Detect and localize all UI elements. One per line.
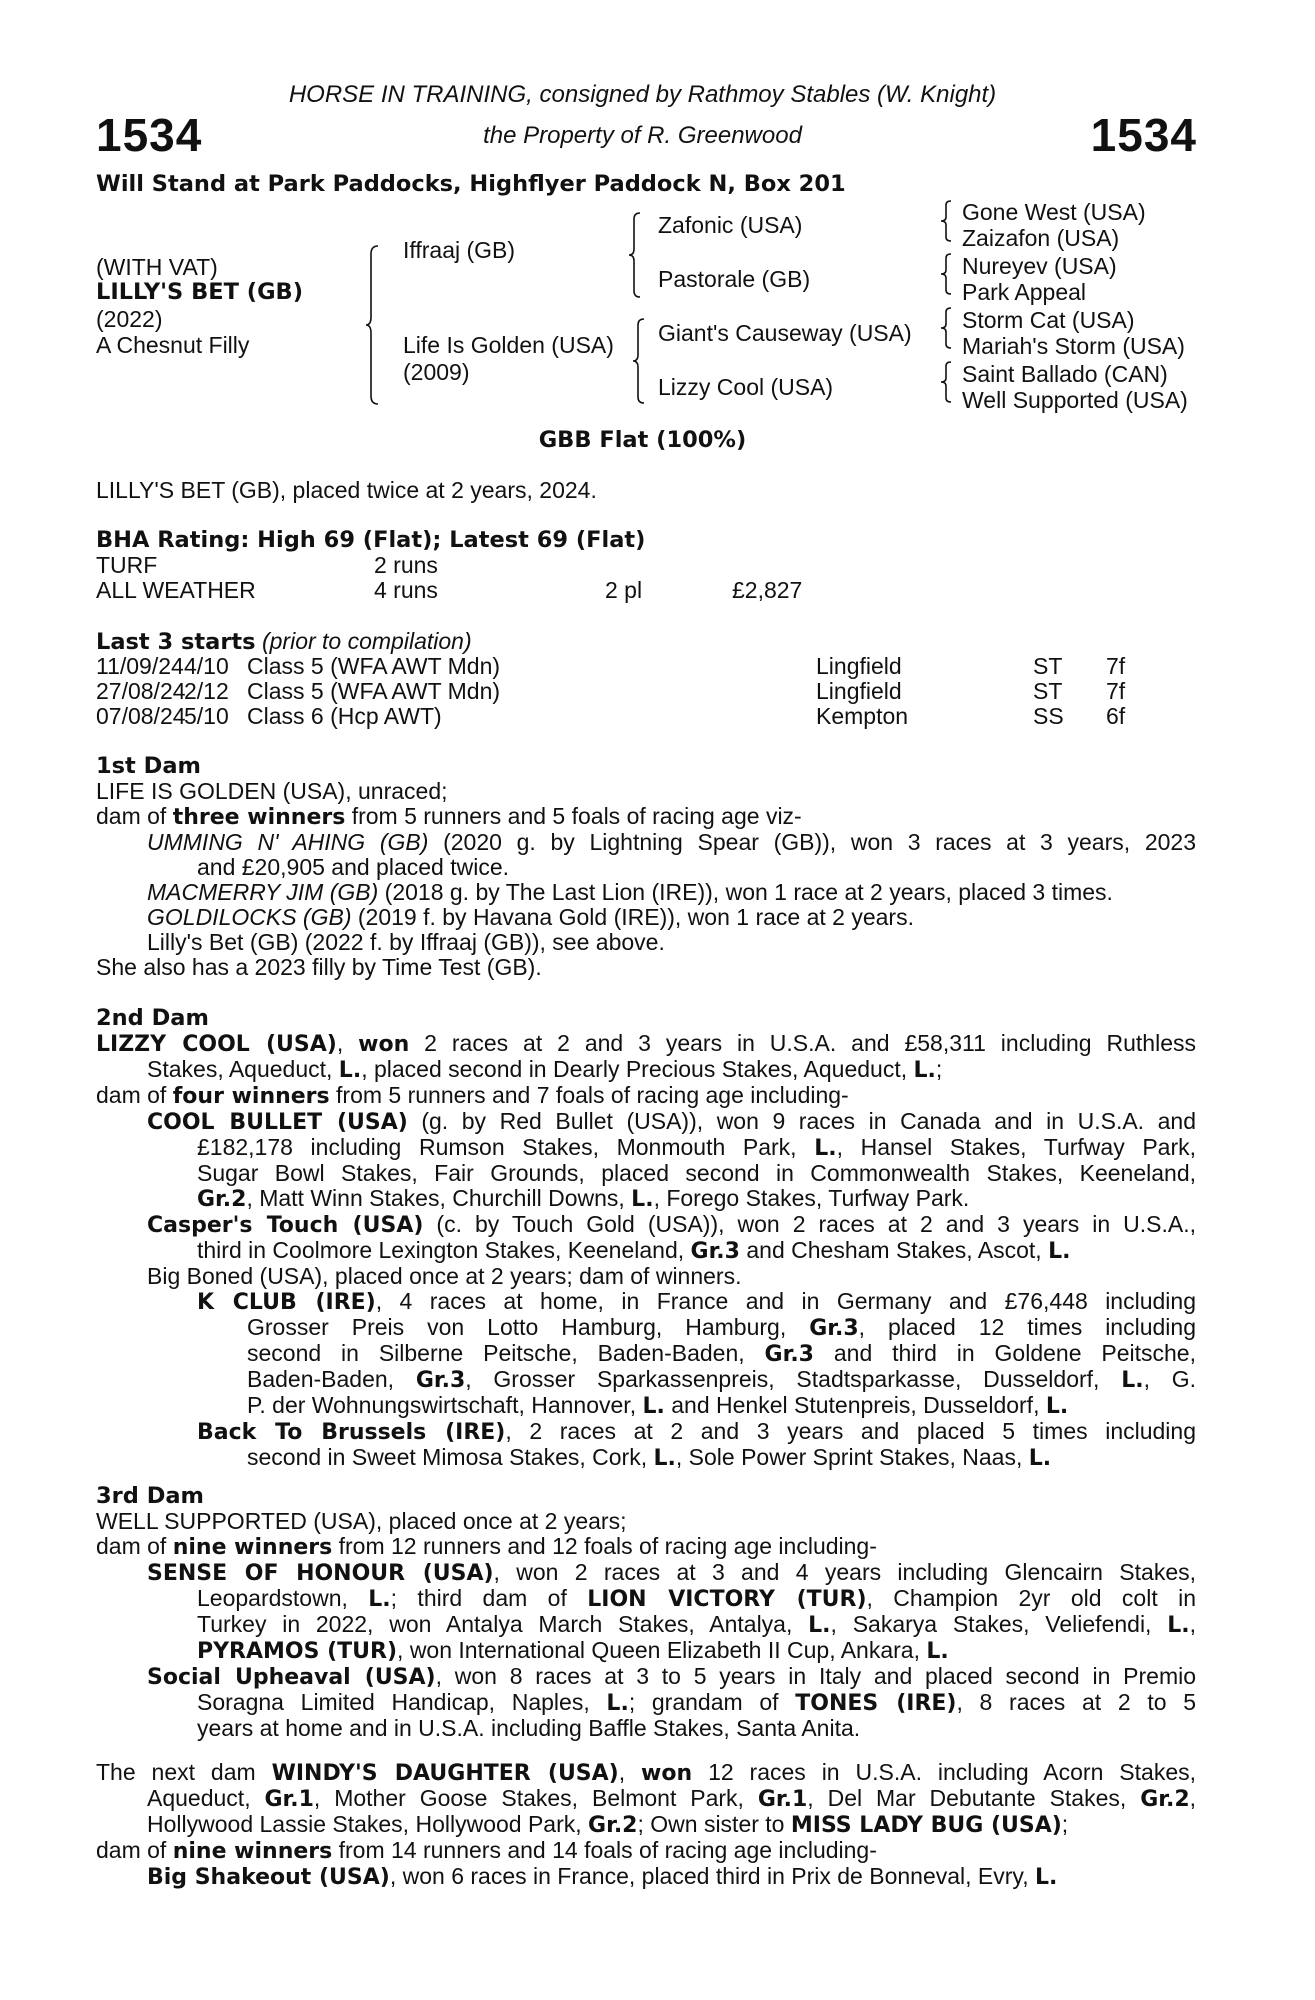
lot-number-left: 1534 (96, 109, 203, 161)
next-dam-section (96, 1760, 1196, 1890)
text-run: (g. by Red Bullet (USA)), won 9 races in Canada and in U.S.A. and (407, 1108, 1197, 1134)
text-run: dam of (96, 1082, 173, 1108)
offspring-entry-cont (96, 1638, 1196, 1664)
bold-text: L. (368, 1587, 391, 1612)
text-run: , (1189, 1785, 1197, 1811)
text-run: Aqueduct, (147, 1785, 265, 1811)
consignor-line: HORSE IN TRAINING, consigned by Rathmoy Stables (W. Knight) (288, 81, 997, 108)
bold-text: Gr.3 (415, 1368, 466, 1393)
text-run: , (618, 1759, 642, 1785)
bold-text: four winners (172, 1084, 330, 1109)
pedigree-g3: Nureyev (USA) (962, 253, 1117, 279)
dam-line-cont (96, 1057, 1196, 1083)
text-run: , placed 12 times including (858, 1314, 1196, 1340)
record-runs: 2 runs (374, 552, 438, 578)
text-run: , 8 races at 2 to 5 (956, 1689, 1196, 1715)
text-run: , Sole Power Sprint Stakes, Naas, (675, 1444, 1029, 1470)
bold-text: COOL BULLET (USA) (147, 1110, 408, 1135)
bold-text: L. (1167, 1613, 1190, 1638)
produce-intro (96, 1083, 1196, 1109)
text-run: (c. by Touch Gold (USA)), won 2 races at 2 and 3 years in U.S.A., (423, 1211, 1196, 1237)
text-run: , Forego Stakes, Turfway Park. (653, 1185, 970, 1211)
section-title: 1st Dam (96, 753, 201, 779)
bold-text: MISS LADY BUG (USA) (790, 1813, 1062, 1838)
start-race: Class 5 (WFA AWT Mdn) (247, 653, 501, 679)
bold-text: L. (1028, 1446, 1052, 1471)
bold-text: Back To Brussels (IRE) (197, 1420, 506, 1445)
offspring-entry: MACMERRY JIM (GB) (2018 g. by The Last Lion (IRE)), won 1 race at 2 years, placed 3 times. (147, 879, 1113, 905)
horse-year: (2022) (96, 306, 163, 332)
text-run: , placed second in Dearly Precious Stakes, Aqueduct, (361, 1056, 914, 1082)
gbb-rating: GBB Flat (100%) (538, 427, 747, 453)
offspring-entry-cont (96, 1612, 1196, 1638)
bold-text: SENSE OF HONOUR (USA) (147, 1561, 494, 1586)
dam-line (96, 1509, 1196, 1534)
bold-text: LIZZY COOL (USA) (96, 1032, 337, 1057)
text-run: Grosser Preis von Lotto Hamburg, Hamburg, (247, 1314, 810, 1340)
last-starts-note: (prior to compilation) (261, 628, 472, 654)
start-row (96, 704, 1196, 729)
bold-text: Big Shakeout (USA) (147, 1865, 390, 1890)
dam-line (96, 1760, 1196, 1786)
bold-text: Social Upheaval (USA) (147, 1665, 436, 1690)
bold-text: L. (1035, 1865, 1058, 1890)
bold-text: L. (814, 1136, 837, 1161)
offspring-entry (96, 1664, 1196, 1690)
text-run: years at home and in U.S.A. including Baffle Stakes, Santa Anita. (197, 1715, 861, 1741)
bold-text: L. (926, 1639, 949, 1664)
pedigree-g5: Storm Cat (USA) (962, 307, 1135, 333)
start-course: Lingfield (816, 678, 902, 704)
offspring-entry (96, 1109, 1196, 1135)
bold-text: nine winners (172, 1535, 333, 1560)
dam-line-cont (96, 1812, 1196, 1838)
offspring-entry-cont (96, 1690, 1196, 1716)
pedigree-g4: Park Appeal (962, 279, 1087, 305)
text-run: Sugar Bowl Stakes, Fair Grounds, placed second in Commonwealth Stakes, Keeneland, (197, 1160, 1196, 1186)
pedigree-dam-sire: Giant's Causeway (USA) (658, 320, 912, 346)
pedigree-brace-g78 (940, 361, 956, 403)
bold-text: won (641, 1761, 693, 1786)
start-dist: 7f (1106, 678, 1126, 704)
text-run: WELL SUPPORTED (USA), placed once at 2 years; (96, 1508, 627, 1534)
offspring-entry-cont: and £20,905 and placed twice. (197, 854, 510, 880)
text-run: ; Own sister to (637, 1811, 791, 1837)
pedigree-g7: Saint Ballado (CAN) (962, 361, 1168, 387)
bold-text: L. (653, 1446, 676, 1471)
produce-intro: dam of three winners from 5 runners and 5 foals of racing age viz- (96, 803, 802, 830)
offspring-entry: GOLDILOCKS (GB) (2019 f. by Havana Gold (IRE)), won 1 race at 2 years. (147, 904, 914, 930)
start-date: 07/08/24 (96, 703, 186, 729)
text-run: Baden-Baden, (247, 1366, 416, 1392)
start-dist: 7f (1106, 653, 1126, 679)
text-run: 12 races in U.S.A. including Acorn Stakes, (692, 1759, 1196, 1785)
text-run: Turkey in 2022, won Antalya March Stakes, Antalya, (197, 1611, 809, 1637)
bold-text: Gr.2 (1140, 1787, 1190, 1812)
dam-line-cont (96, 1786, 1196, 1812)
text-run: ; third dam of (390, 1585, 588, 1611)
bold-text: Gr.1 (264, 1787, 314, 1812)
text-run: , won 6 races in France, placed third in Prix de Bonneval, Evry, (389, 1863, 1035, 1889)
pedigree-dam-year: (2009) (403, 359, 470, 385)
pedigree-g8: Well Supported (USA) (962, 387, 1188, 413)
text-run: Soragna Limited Handicap, Naples, (197, 1689, 607, 1715)
text-run: , won International Queen Elizabeth II Cup, Ankara, (397, 1637, 927, 1663)
pedigree-dam-dam: Lizzy Cool (USA) (658, 374, 834, 400)
offspring-entry-cont (96, 1716, 1196, 1741)
start-going: ST (1033, 678, 1063, 704)
location-line: Will Stand at Park Paddocks, Highflyer Paddock N, Box 201 (96, 171, 846, 197)
text-run: second in Silberne Peitsche, Baden-Baden, (247, 1340, 765, 1366)
bold-text: Gr.1 (757, 1787, 808, 1812)
text-run: , Grosser Sparkassenpreis, Stadtsparkasse, Dusseldorf, (465, 1366, 1122, 1392)
bold-text: L. (913, 1058, 936, 1083)
text-run: third in Coolmore Lexington Stakes, Keeneland, (197, 1237, 691, 1263)
text-run: 2 races at 2 and 3 years in U.S.A. and £58,311 including Ruthless (409, 1030, 1196, 1056)
section-title: 2nd Dam (96, 1005, 209, 1031)
first-dam-section (96, 754, 1196, 980)
record-placed: 2 pl (605, 577, 643, 603)
text-run: The next dam (96, 1759, 272, 1785)
bold-text: TONES (IRE) (795, 1691, 957, 1716)
start-course: Lingfield (816, 653, 902, 679)
pedigree-g1: Gone West (USA) (962, 199, 1146, 225)
bold-text: nine winners (172, 1839, 333, 1864)
lot-number-right: 1534 (1090, 109, 1197, 161)
start-race: Class 6 (Hcp AWT) (247, 703, 442, 729)
bold-text: L. (642, 1394, 665, 1419)
section-title: 3rd Dam (96, 1483, 204, 1509)
record-prize: £2,827 (732, 577, 803, 603)
start-date: 27/08/24 (96, 678, 186, 704)
start-pos: 5/10 (184, 703, 229, 729)
last-starts-heading (96, 629, 472, 655)
record-surface: TURF (96, 552, 158, 578)
record-row-turf (96, 553, 896, 578)
pedigree-g6: Mariah's Storm (USA) (962, 333, 1185, 359)
dam-note: She also has a 2023 filly by Time Test (GB). (96, 954, 542, 980)
offspring-entry-cont (96, 1186, 1196, 1212)
bold-text: WINDY'S DAUGHTER (USA) (271, 1761, 619, 1786)
text-run: , 2 races at 2 and 3 years and placed 5 times including (505, 1418, 1196, 1444)
start-dist: 6f (1106, 703, 1126, 729)
record-table (96, 553, 896, 603)
pedigree-brace-sire (628, 212, 648, 298)
text-run: , Matt Winn Stakes, Churchill Downs, (246, 1185, 632, 1211)
bold-text: PYRAMOS (TUR) (197, 1639, 398, 1664)
grand-offspring-cont (96, 1445, 1196, 1471)
text-run: and Chesham Stakes, Ascot, (739, 1237, 1049, 1263)
vat-label: (WITH VAT) (96, 254, 218, 280)
text-run: and third in Goldene Peitsche, (813, 1340, 1196, 1366)
text-run: ; (1061, 1811, 1069, 1837)
offspring-entry-cont (96, 1238, 1196, 1264)
bold-text: Gr.3 (690, 1239, 740, 1264)
race-summary: LILLY'S BET (GB), placed twice at 2 years, 2024. (96, 477, 597, 503)
offspring-entry-cont (96, 1135, 1196, 1161)
offspring-entry-cont (96, 1586, 1196, 1612)
bold-text: L. (1121, 1368, 1144, 1393)
text-run: Leopardstown, (197, 1585, 369, 1611)
text-run: Hollywood Lassie Stakes, Hollywood Park, (147, 1811, 589, 1837)
bold-text: won (358, 1032, 410, 1057)
pedigree-brace-main (366, 245, 386, 405)
offspring-entry (96, 1264, 1196, 1289)
pedigree-sire: Iffraaj (GB) (403, 237, 516, 263)
grand-offspring-cont (96, 1367, 1196, 1393)
bold-text: L. (338, 1058, 362, 1083)
start-date: 11/09/24 (96, 653, 184, 679)
start-pos: 2/12 (184, 678, 229, 704)
offspring-entry: UMMING N' AHING (GB) (2020 g. by Lightning Spear (GB)), won 3 races at 3 years, 2023 (147, 829, 1196, 855)
text-run: P. der Wohnungswirtschaft, Hannover, (247, 1392, 643, 1418)
pedigree-brace-dam (632, 318, 652, 404)
grand-offspring-entry (96, 1419, 1196, 1445)
pedigree-brace-g56 (940, 307, 956, 349)
bold-text: Casper's Touch (USA) (147, 1213, 424, 1238)
horse-name: LILLY'S BET (GB) (96, 279, 303, 305)
text-run: dam of (96, 1837, 173, 1863)
record-surface: ALL WEATHER (96, 577, 256, 603)
grand-offspring-cont (96, 1393, 1196, 1419)
start-row (96, 654, 1196, 679)
pedigree-brace-g34 (940, 253, 956, 295)
text-run: Stakes, Aqueduct, (147, 1056, 339, 1082)
text-run: £182,178 including Rumson Stakes, Monmouth Park, (197, 1134, 815, 1160)
bold-text: Gr.2 (588, 1813, 638, 1838)
starts-table (96, 654, 1196, 729)
text-run: ; (935, 1056, 943, 1082)
text-run: Big Boned (USA), placed once at 2 years; dam of winners. (147, 1263, 742, 1289)
bold-text: Gr.2 (197, 1187, 247, 1212)
bold-text: Gr.3 (809, 1316, 859, 1341)
pedigree-sire-dam: Pastorale (GB) (658, 266, 811, 292)
text-run: second in Sweet Mimosa Stakes, Cork, (247, 1444, 654, 1470)
record-runs: 4 runs (374, 577, 438, 603)
offspring-entry: Lilly's Bet (GB) (2022 f. by Iffraaj (GB)), see above. (147, 929, 665, 955)
grand-offspring-entry (96, 1289, 1196, 1315)
offspring-entry (96, 1864, 1196, 1890)
bold-text: L. (1045, 1394, 1069, 1419)
text-run: , (1189, 1611, 1196, 1637)
second-dam-section (96, 1006, 1196, 1471)
start-going: SS (1033, 703, 1064, 729)
start-pos: 4/10 (184, 653, 229, 679)
dam-line (96, 1031, 1196, 1057)
text-run: ; grandam of (628, 1689, 796, 1715)
text-run: , Sakarya Stakes, Veliefendi, (830, 1611, 1168, 1637)
record-row-aw (96, 578, 896, 603)
offspring-entry (96, 1212, 1196, 1238)
pedigree-dam: Life Is Golden (USA) (403, 332, 614, 358)
bold-text: L. (631, 1187, 654, 1212)
text-run: , (336, 1030, 359, 1056)
start-race: Class 5 (WFA AWT Mdn) (247, 678, 501, 704)
bold-text: K CLUB (IRE) (197, 1290, 376, 1315)
third-dam-section (96, 1484, 1196, 1741)
dam-line: LIFE IS GOLDEN (USA), unraced; (96, 778, 448, 804)
start-course: Kempton (816, 703, 909, 729)
text-run: , 4 races at home, in France and in Germany and £76,448 including (375, 1288, 1196, 1314)
text-run: , won 2 races at 3 and 4 years including Glencairn Stakes, (493, 1559, 1197, 1585)
bold-text: Gr.3 (764, 1342, 814, 1367)
start-going: ST (1033, 653, 1063, 679)
bold-text: L. (808, 1613, 831, 1638)
grand-offspring-cont (96, 1315, 1196, 1341)
horse-description: A Chesnut Filly (96, 332, 250, 358)
text-run: and Henkel Stutenpreis, Dusseldorf, (664, 1392, 1046, 1418)
bha-rating-title: BHA Rating: High 69 (Flat); Latest 69 (Flat) (96, 527, 646, 553)
produce-intro (96, 1838, 1196, 1864)
text-run: , G. (1143, 1366, 1197, 1392)
pedigree-brace-g12 (940, 200, 956, 242)
offspring-entry-cont (96, 1161, 1196, 1186)
produce-intro (96, 1534, 1196, 1560)
bold-text: LION VICTORY (TUR) (587, 1587, 867, 1612)
text-run: , Mother Goose Stakes, Belmont Park, (313, 1785, 758, 1811)
text-run: from 5 runners and 7 foals of racing age including- (329, 1082, 849, 1108)
pedigree-g2: Zaizafon (USA) (962, 225, 1120, 251)
text-run: , won 8 races at 3 to 5 years in Italy and placed second in Premio (435, 1663, 1197, 1689)
grand-offspring-cont (96, 1341, 1196, 1367)
offspring-entry (96, 1560, 1196, 1586)
text-run: from 14 runners and 14 foals of racing age including- (332, 1837, 877, 1863)
bold-text: L. (606, 1691, 629, 1716)
bold-text: L. (1048, 1239, 1071, 1264)
text-run: , Del Mar Debutante Stakes, (807, 1785, 1141, 1811)
start-row (96, 679, 1196, 704)
last-starts-title: Last 3 starts (96, 629, 256, 655)
text-run: , Champion 2yr old colt in (866, 1585, 1196, 1611)
text-run: from 12 runners and 12 foals of racing age including- (332, 1533, 877, 1559)
property-line: the Property of R. Greenwood (483, 122, 802, 149)
text-run: , Hansel Stakes, Turfway Park, (836, 1134, 1197, 1160)
pedigree-sire-sire: Zafonic (USA) (658, 212, 803, 238)
text-run: dam of (96, 1533, 173, 1559)
